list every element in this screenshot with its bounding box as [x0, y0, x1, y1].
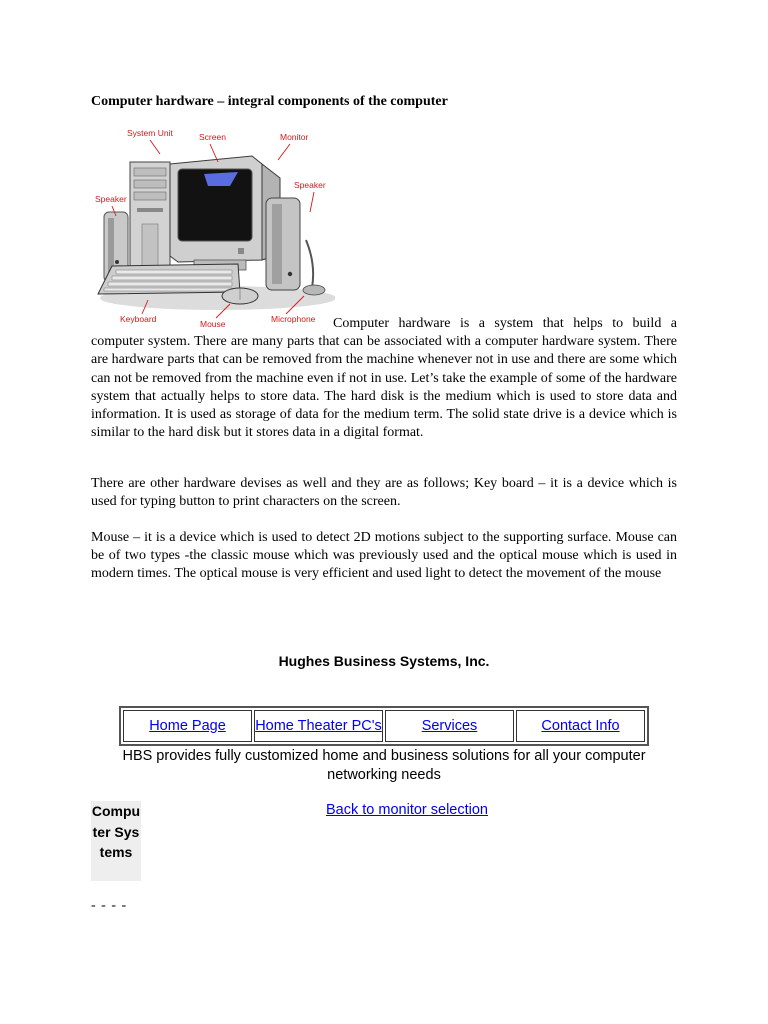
nav-link-home-theater[interactable]: Home Theater PC's: [255, 717, 382, 734]
nav-link-services[interactable]: Services: [421, 717, 478, 734]
article-paragraph-hardware-devices: There are other hardware devises as well and they are as follows; Key board – it is a device which is used for typing button to print characters on the screen.: [91, 476, 677, 510]
label-microphone: Microphone: [271, 314, 316, 324]
article-paragraph-mouse: Mouse – it is a device which is used to detect 2D motions subject to the supporting surface. Mouse can be of two types -the classic mouse which was previously used and the optical mouse which is used in modern times. The optical mouse is very efficient and used light to detect the movement of the mouse: [91, 530, 677, 582]
label-speaker-right: Speaker: [294, 180, 326, 190]
article-paragraph-intro-text: Computer hardware is a system that helps to build a computer system. There are many parts that can be associated with a computer hardware system. There are hardware parts that can be removed from the machine whenever not in use and there are some which can not be removed from the machine even if not in use. Let’s take the example of some of the hardware system that actually helps to store data. The hard disk is the medium which is used to store data and information. It is used as storage of data for the medium term. The solid state drive is a device which is similar to the hard disk but it stores data in a digital format.: [91, 316, 677, 441]
nav-cell-theater: [254, 710, 383, 742]
label-monitor: Monitor: [280, 132, 309, 142]
company-name: Hughes Business Systems, Inc.: [278, 653, 490, 669]
figure-float-spacer: [91, 315, 333, 333]
nav-cell-services: [385, 710, 514, 742]
trailing-dashes: - - - -: [91, 898, 128, 913]
computer-hardware-illustration: [90, 124, 335, 332]
nav-cell-home: [123, 710, 252, 742]
label-screen: Screen: [199, 132, 226, 142]
label-mouse: Mouse: [200, 319, 226, 329]
nav-table: [119, 706, 649, 746]
label-speaker-left: Speaker: [95, 194, 127, 204]
nav-link-home[interactable]: Home Page: [149, 717, 226, 734]
article-paragraph-intro: [91, 315, 677, 442]
nav-link-contact[interactable]: Contact Info: [541, 717, 620, 734]
back-to-monitor-selection-link[interactable]: Back to monitor selection: [326, 802, 488, 818]
article-title: Computer hardware – integral components of the computer: [91, 94, 448, 109]
label-keyboard: Keyboard: [120, 314, 157, 324]
label-system-unit: System Unit: [127, 128, 173, 138]
company-tagline: HBS provides fully customized home and business solutions for all your computer networking needs: [122, 748, 646, 783]
computer-illustration-svg: [90, 124, 335, 332]
sidebar-computer-systems: Computer Systems: [91, 801, 141, 881]
nav-cell-contact: [516, 710, 645, 742]
